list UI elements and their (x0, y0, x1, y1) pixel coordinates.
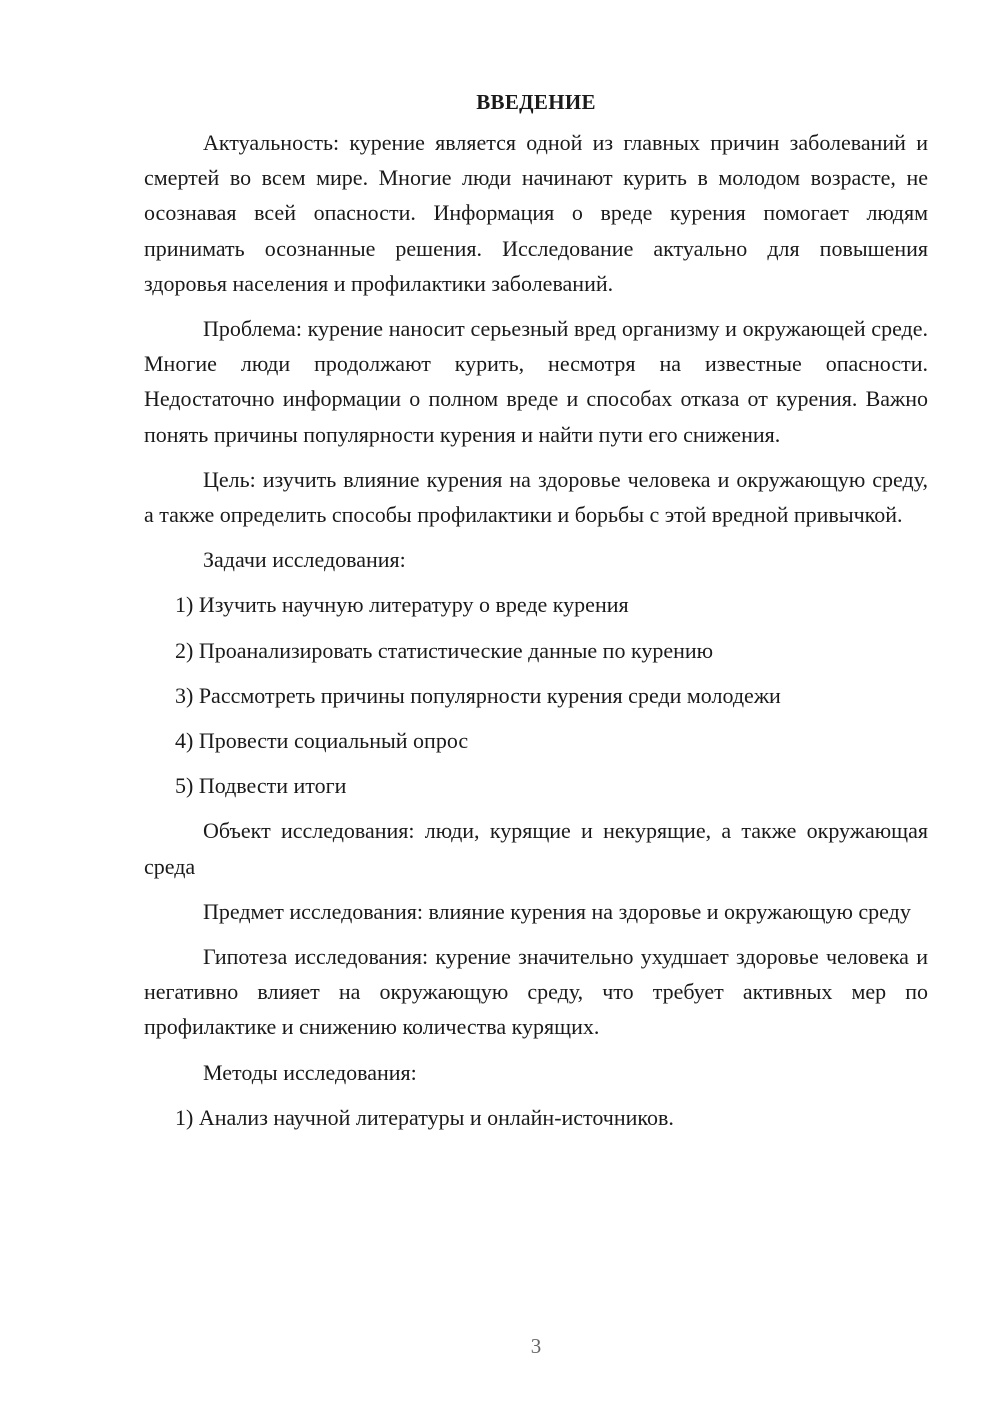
task-item-3: 3) Рассмотреть причины популярности курения среди молодежи (175, 682, 781, 708)
task-item-2: 2) Проанализировать статистические данные по курению (175, 637, 714, 663)
task-item-1: 1) Изучить научную литературу о вреде курения (175, 592, 629, 618)
goal-paragraph: Цель: изучить влияние курения на здоровье человека и окружающую среду, а также определить способы профилактики и борьбы с этой вредной привычкой. (144, 466, 928, 528)
methods-heading: Методы исследования: (203, 1059, 417, 1085)
object-paragraph: Объект исследования: люди, курящие и некурящие, а также окружающая среда (144, 818, 928, 879)
hypothesis-paragraph: Гипотеза исследования: курение значительно ухудшает здоровье человека и негативно влияет на окружающую среду, что требует активных мер по профилактике и снижению количества курящих. (144, 944, 928, 1040)
relevance-paragraph: Актуальность: курение является одной из главных причин заболеваний и смертей во всем мире. Многие люди начинают курить в молодом возрасте, не осознавая всей опасности. Информация о вреде курения помогает людям принимать осознанные решения. Исследование актуально для повышения здоровья населения и профилактики заболеваний. (144, 130, 928, 296)
method-item-1: 1) Анализ научной литературы и онлайн-источников. (175, 1104, 674, 1130)
task-item-4: 4) Провести социальный опрос (175, 728, 469, 754)
task-item-5: 5) Подвести итоги (175, 773, 347, 799)
subject-paragraph: Предмет исследования: влияние курения на здоровье и окружающую среду (203, 898, 911, 924)
problem-paragraph: Проблема: курение наносит серьезный вред организму и окружающей среде. Многие люди продолжают курить, несмотря на известные опасности. Недостаточно информации о полном вреде и способах отказа от курения. Важно понять причины популярности курения и найти пути его снижения. (144, 316, 928, 447)
section-title: ВВЕДЕНИЕ (476, 90, 596, 114)
page-number: 3 (530, 1334, 542, 1358)
document-page (144, 90, 928, 1145)
tasks-heading: Задачи исследования: (203, 547, 406, 573)
